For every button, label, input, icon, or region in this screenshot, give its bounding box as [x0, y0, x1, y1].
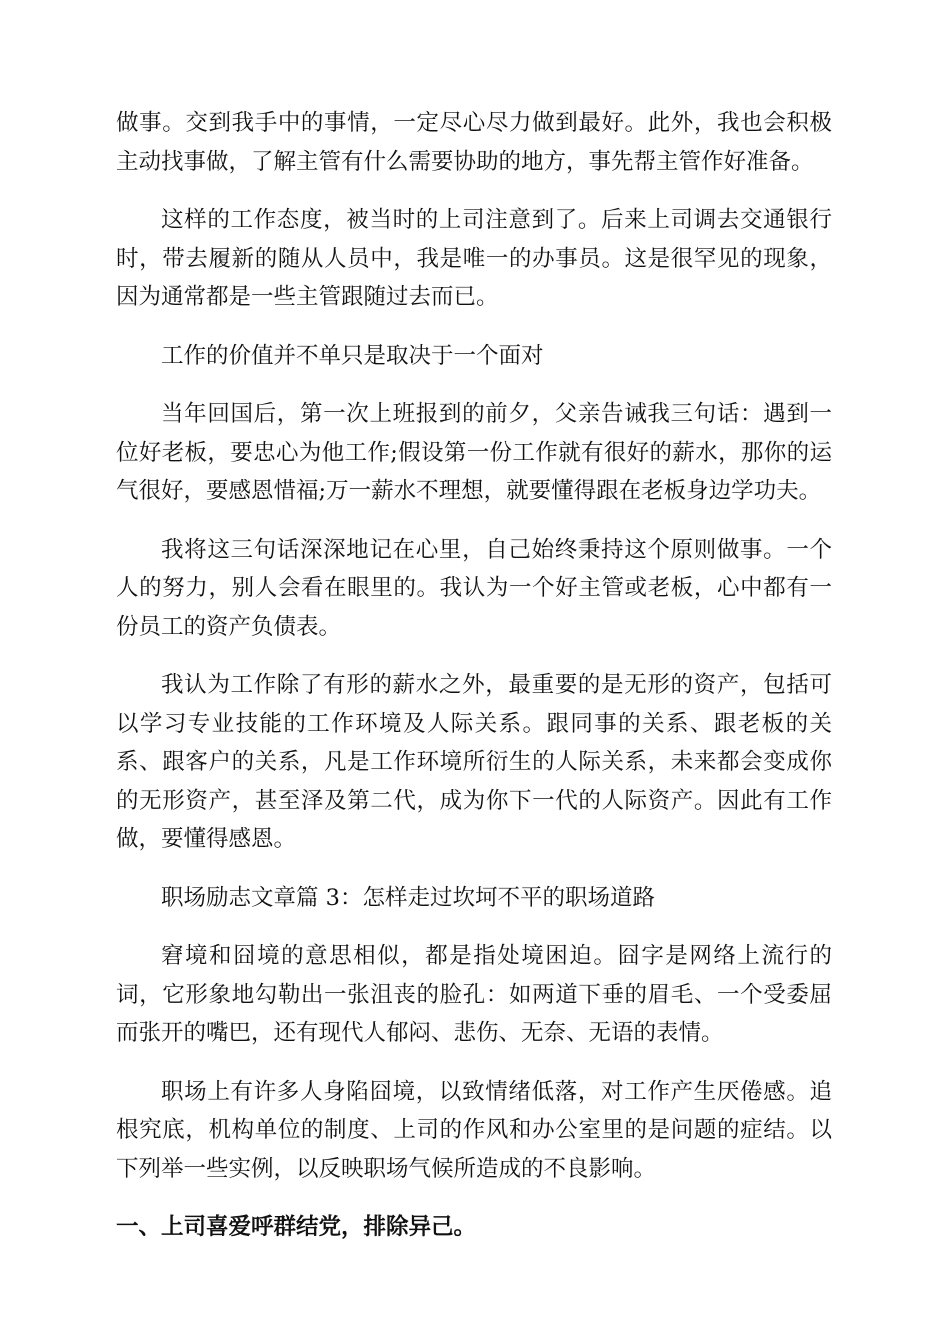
paragraph-1: 做事。交到我手中的事情，一定尽心尽力做到最好。此外，我也会积极主动找事做，了解主管有什么需要协助的地方，事先帮主管作好准备。 [116, 110, 832, 175]
paragraph-8: 窘境和囧境的意思相似，都是指处境困迫。囧字是网络上流行的词，它形象地勾勒出一张沮丧的脸孔：如两道下垂的眉毛、一个受委屈而张开的嘴巴，还有现代人郁闷、悲伤、无奈、无语的表情。 [116, 943, 832, 1046]
document-body [116, 104, 832, 1247]
bold-heading: 一、上司喜爱呼群结党，排除异己。 [116, 1214, 477, 1240]
paragraph-2: 这样的工作态度，被当时的上司注意到了。后来上司调去交通银行时，带去履新的随从人员中，我是唯一的办事员。这是很罕见的现象，因为通常都是一些主管跟随过去而已。 [116, 207, 832, 310]
section-title: 职场励志文章篇 3：怎样走过坎坷不平的职场道路 [161, 884, 655, 911]
paragraph-3: 工作的价值并不单只是取决于一个面对 [161, 342, 544, 369]
paragraph-4: 当年回国后，第一次上班报到的前夕，父亲告诫我三句话：遇到一位好老板，要忠心为他工作;假设第一份工作就有很好的薪水，那你的运气很好，要感恩惜福;万一薪水不理想，就要懂得跟在老板身边学功夫。 [116, 401, 832, 504]
paragraph-6: 我认为工作除了有形的薪水之外，最重要的是无形的资产，包括可以学习专业技能的工作环境及人际关系。跟同事的关系、跟老板的关系、跟客户的关系，凡是工作环境所衍生的人际关系，未来都会变成你的无形资产，甚至泽及第二代，成为你下一代的人际资产。因此有工作做，要懂得感恩。 [116, 672, 832, 852]
paragraph-9: 职场上有许多人身陷囧境，以致情绪低落，对工作产生厌倦感。追根究底，机构单位的制度、上司的作风和办公室里的是问题的症结。以下列举一些实例，以反映职场气候所造成的不良影响。 [116, 1078, 832, 1182]
paragraph-5: 我将这三句话深深地记在心里，自己始终秉持这个原则做事。一个人的努力，别人会看在眼里的。我认为一个好主管或老板，心中都有一份员工的资产负债表。 [116, 536, 832, 640]
